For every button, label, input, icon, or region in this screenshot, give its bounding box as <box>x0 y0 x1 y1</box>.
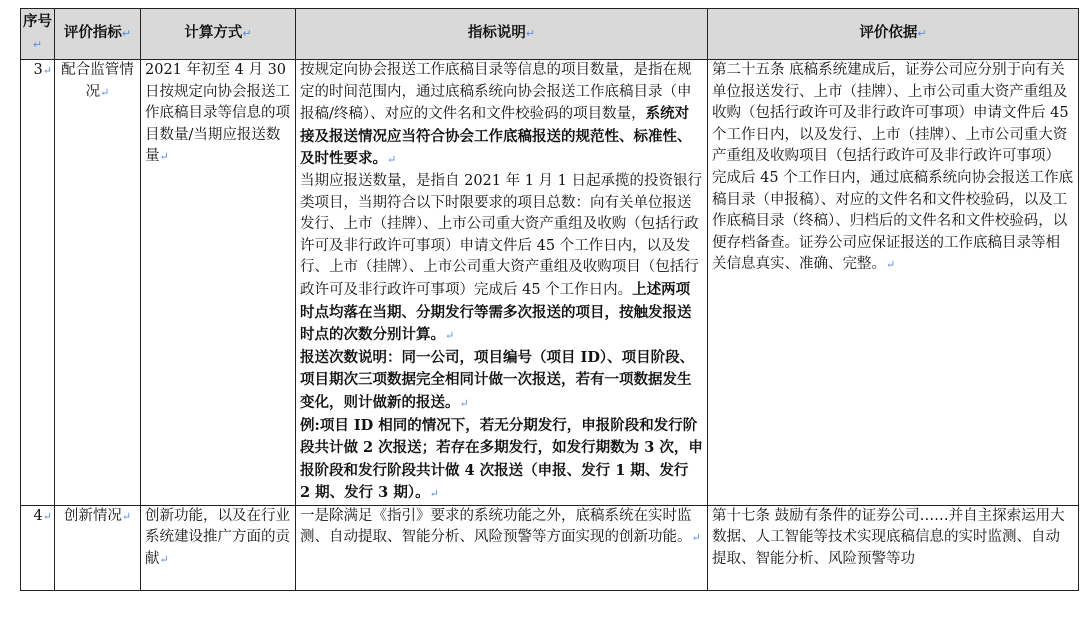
description-paragraph: 报送次数说明：同一公司，项目编号（项目 ID）、项目阶段、项目期次三项数据完全相同计做一次报送，若有一项数据发生变化，则计做新的报送。↵ <box>300 348 695 411</box>
header-method: 计算方式↵ <box>141 9 296 60</box>
return-mark-icon: ↵ <box>159 553 169 567</box>
return-mark-icon: ↵ <box>100 85 110 99</box>
row-index: 4↵ <box>21 505 55 590</box>
header-description: 指标说明↵ <box>296 9 708 60</box>
row-indicator: 创新情况↵ <box>55 505 141 590</box>
return-mark-icon: ↵ <box>42 509 52 523</box>
return-mark-icon: ↵ <box>121 509 132 523</box>
row-index: 3↵ <box>21 60 55 506</box>
header-basis: 评价依据↵ <box>708 9 1079 60</box>
row-description: 一是除满足《指引》要求的系统功能之外，底稿系统在实时监测、自动提取、智能分析、风险预警等方面实现的创新功能。↵ <box>296 505 708 590</box>
return-mark-icon: ↵ <box>242 27 252 41</box>
row-basis: 第二十五条 底稿系统建成后，证券公司应分别于向有关单位报送发行、上市（挂牌）、上市公司重大资产重组及收购（包括行政许可及非行政许可事项）申请文件后 45 个工作日内，以及发行、上市（挂牌）、上市公司重大资产重组及收购项目（包括行政许可及非行政许可事项）完成后 45 个工作日内，通过底稿系统向协会报送工作底稿目录（申报稿）、对应的文件名和文件校验码，以及工作底稿目录（终稿）、归档后的文件名和文件校验码，以便存档备查。证券公司应保证报送的工作底稿目录等相关信息真实、准确、完整。↵ <box>708 60 1079 506</box>
return-mark-icon: ↵ <box>429 487 439 501</box>
evaluation-table <box>20 8 1079 591</box>
return-mark-icon: ↵ <box>445 329 455 343</box>
return-mark-icon: ↵ <box>32 38 43 51</box>
header-index: 序号↵ <box>21 9 55 60</box>
table-row <box>21 505 1079 590</box>
table-row <box>21 60 1079 506</box>
row-basis: 第十七条 鼓励有条件的证券公司……并自主探索运用大数据、人工智能等技术实现底稿信息的实时监测、自动提取、智能分析、风险预警等功 <box>708 505 1079 590</box>
return-mark-icon: ↵ <box>917 27 927 41</box>
row-method: 2021 年初至 4 月 30 日按规定向协会报送工作底稿目录等信息的项目数量/当期应报送数量↵ <box>141 60 296 506</box>
return-mark-icon: ↵ <box>459 396 469 410</box>
row-indicator: 配合监管情况↵ <box>55 60 141 506</box>
description-paragraph: 例:项目 ID 相同的情况下，若无分期发行，申报阶段和发行阶段共计做 2 次报送；若存在多期发行，如发行期数为 3 次，申报阶段和发行阶段共计做 4 次报送（申报、发行 1 期、发行 2 期、发行 3 期）。↵ <box>300 416 703 502</box>
description-paragraph: 当期应报送数量，是指自 2021 年 1 月 1 日起承揽的投资银行类项目，当期符合以下时限要求的项目总数：向有关单位报送发行、上市（挂牌）、上市公司重大资产重组及收购（包括行政许可及非行政许可事项）申请文件后 45 个工作日内，以及发行、上市（挂牌）、上市公司重大资产重组及收购项目（包括行政许可及非行政许可事项）完成后 45 个工作日内。上述两项时点均落在当期、分期发行等需多次报送的项目，按触发报送时点的次数分别计算。↵ <box>300 172 703 344</box>
row-description <box>296 60 708 506</box>
description-paragraph: 按规定向协会报送工作底稿目录等信息的项目数量，是指在规定的时间范围内，通过底稿系统向协会报送工作底稿目录（申报稿/终稿）、对应的文件名和文件校验码的项目数量，系统对接及报送情况应当符合协会工作底稿报送的规范性、标准性、及时性要求。↵ <box>300 62 692 168</box>
header-indicator: 评价指标↵ <box>55 9 141 60</box>
row-method: 创新功能，以及在行业系统建设推广方面的贡献↵ <box>141 505 296 590</box>
return-mark-icon: ↵ <box>42 64 52 77</box>
return-mark-icon: ↵ <box>387 153 397 167</box>
return-mark-icon: ↵ <box>691 531 701 545</box>
header-row <box>21 9 1079 60</box>
return-mark-icon: ↵ <box>525 27 536 41</box>
return-mark-icon: ↵ <box>121 27 132 41</box>
return-mark-icon: ↵ <box>886 258 896 272</box>
return-mark-icon: ↵ <box>159 150 169 164</box>
